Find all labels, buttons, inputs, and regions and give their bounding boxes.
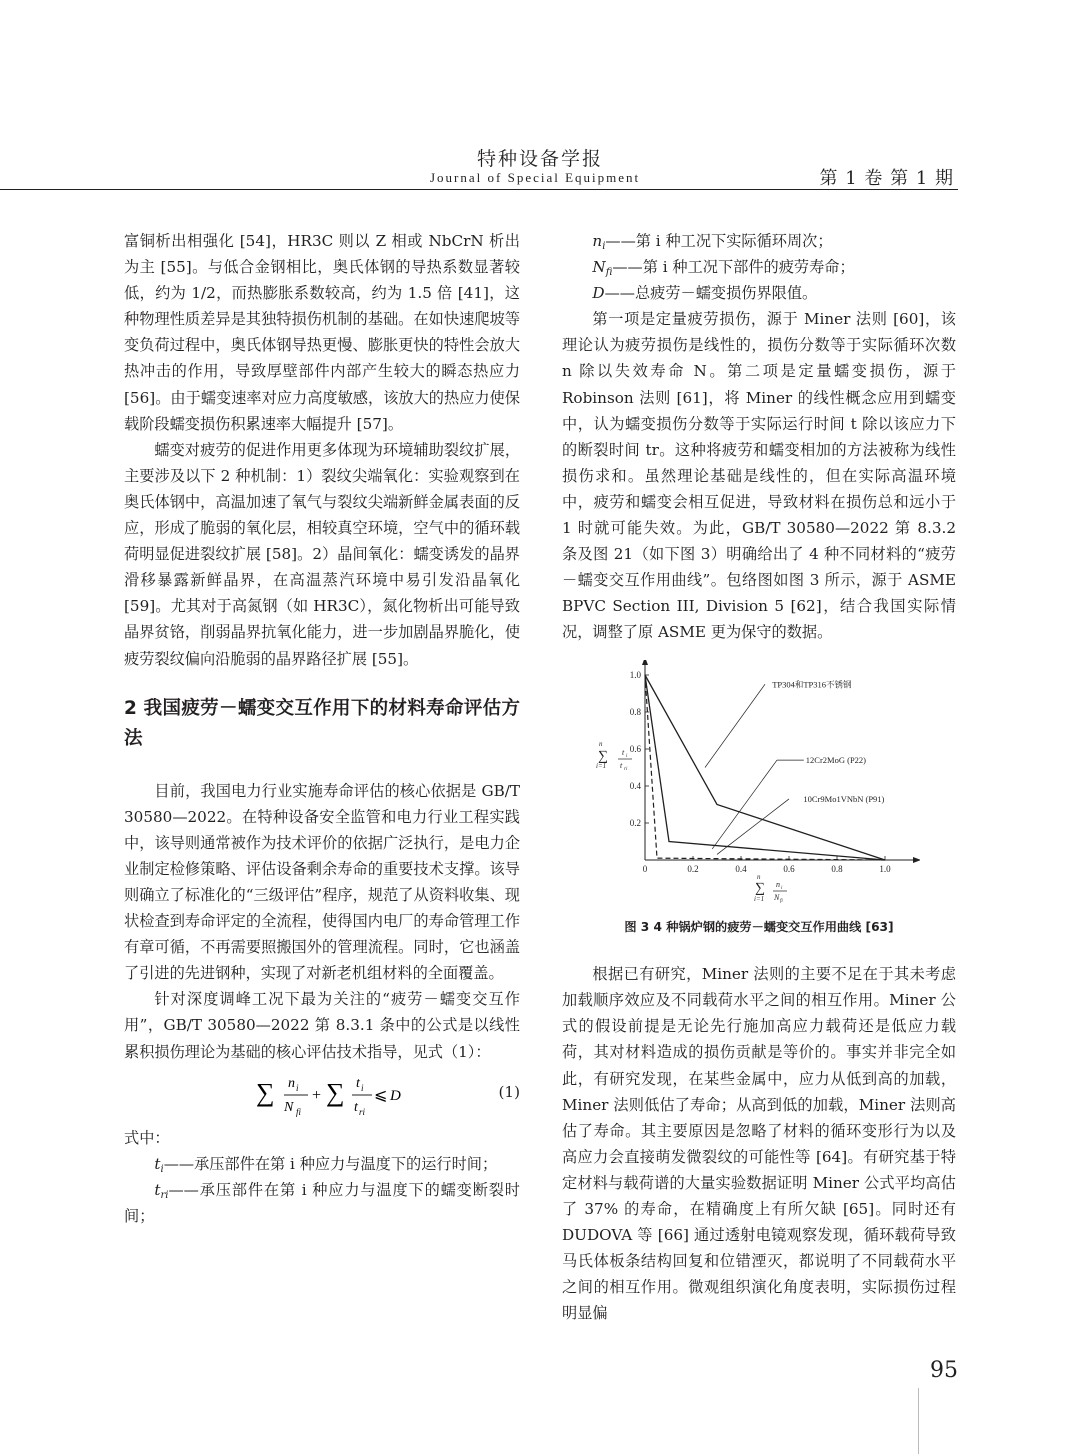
svg-text:i: i (296, 1082, 299, 1093)
paragraph: 根据已有研究，Miner 法则的主要不足在于其未考虑加载顺序效应及不同载荷水平之间的相互作用。Miner 公式的假设前提是无论先行施加高应力载荷还是低应力载荷，其对材料造成的损伤贡献是等价的。事实并非完全如此，有研究发现，在某些金属中，应力从低到高的加载，Miner 法则低估了寿命；从高到低的加载，Miner 法则高估了寿命。其主要原因是忽略了材料的循环变形行为以及高应力会直接萌发微裂纹的可能性等 [64]。有研究基于特定材料与载荷谱的大量实验数据证明 Miner 公式平均高估了 37% 的寿命，在精确度上有所欠缺 [65]。同时还有 DUDOVA 等 [66] 通过透射电镜观察发现，循环载荷导致马氏体板条结构回复和位错湮灭，都说明了不同载荷水平之间的相互作用。微观组织演化角度表明，实际损伤过程明显偏 (562, 965, 956, 1323)
y-axis-label-part: n (599, 740, 603, 748)
x-axis-label-part: ∑ (755, 881, 765, 896)
header-rule (0, 189, 958, 190)
fatigue-creep-chart (590, 660, 920, 920)
y-tick-label: 0.4 (629, 781, 641, 791)
y-axis-label-part: ri (624, 767, 628, 772)
x-tick-label: 1.0 (879, 864, 891, 874)
x-tick-label: 0.8 (831, 864, 843, 874)
left-column (124, 228, 520, 1229)
section-heading: 2 我国疲劳－蠕变交互作用下的材料寿命评估方法 (124, 697, 520, 749)
x-axis-label-part: i=1 (754, 895, 765, 903)
svg-text:fi: fi (296, 1106, 302, 1117)
symbol-definition: $N_{fi}——$第 i 种工况下部件的疲劳寿命； (592, 258, 855, 279)
equation-number: (1) (498, 1082, 520, 1101)
volume-issue: 第 1 卷 第 1 期 (819, 168, 954, 189)
symbol-definition: D——总疲劳－蠕变损伤界限值。 (592, 284, 818, 303)
x-axis-label-part: N (774, 893, 780, 902)
y-tick-label: 0.8 (629, 707, 641, 717)
page-number: 95 (930, 1358, 958, 1383)
series-leader-line (717, 799, 789, 855)
svg-text:⩽: ⩽ (374, 1086, 388, 1104)
x-axis-label-part: n (776, 880, 780, 889)
equation-expression (256, 1069, 416, 1121)
paragraph: 目前，我国电力行业实施寿命评估的核心依据是 GB/T 30580—2022。在特种设备安全监管和电力行业工程实践中，该导则通常被作为技术评价的依据广泛执行，是电力企业制定检修策略、评估设备剩余寿命的重要技术支撑。该导则确立了标准化的“三级评估”程序，规范了从资料收集、现状检查到寿命评定的全流程，使得国内电厂的寿命管理工作有章可循，不再需要照搬国外的管理流程。同时，它也涵盖了引进的先进钢种，实现了对新老机组材料的全面覆盖。 (124, 781, 520, 983)
symbol-definition: $n_i——$第 i 种工况下实际循环周次； (592, 232, 833, 252)
x-axis-label-part: fi (780, 899, 783, 904)
equation-1 (124, 1065, 520, 1125)
series-line (645, 675, 885, 860)
paragraph: 针对深度调峰工况下最为关注的“疲劳－蠕变交互作用”，GB/T 30580—2022 第 8.3.1 条中的公式是以线性累积损伤理论为基础的核心评估技术指导，见式（1）： (124, 990, 520, 1061)
journal-title-cn: 特种设备学报 (476, 148, 603, 170)
x-axis-label-part: n (757, 873, 761, 881)
x-tick-label: 0 (642, 864, 648, 874)
svg-text:N: N (284, 1099, 294, 1115)
y-tick-label: 0.2 (629, 818, 641, 828)
svg-text:∑: ∑ (256, 1077, 275, 1107)
y-axis-label-part: ∑ (598, 749, 608, 764)
svg-text:∑: ∑ (326, 1077, 345, 1107)
figure-caption: 图 3 4 种锅炉钢的疲劳－蠕变交互作用曲线 [63] (624, 920, 894, 934)
right-column-continued (562, 946, 956, 1342)
y-axis-label-part: t (620, 761, 623, 770)
svg-text:ri: ri (359, 1106, 366, 1117)
paragraph: 第一项是定量疲劳损伤，源于 Miner 法则 [60]，该理论认为疲劳损伤是线性的，损伤分数等于实际循环次数 n 除以失效寿命 N。第二项是定量蠕变损伤，源于 Robinson 法则 [61]，将 Miner 的线性概念应用到蠕变中，认为蠕变损伤分数等于实际运行时间 t 除以该应力下的断裂时间 tr。这种将疲劳和蠕变相加的方法被称为线性损伤求和。虽然理论基础是线性的，但在实际高温环境中，疲劳和蠕变会相互促进，导致材料在损伤总和远小于 1 时就可能失效。为此，GB/T 30580—2022 第 8.3.2 条及图 21（如下图 3）明确给出了 4 种不同材料的“疲劳－蠕变交互作用曲线”。包络图如图 3 所示，源于 ASME BPVC Section III, Division 5 [62]，结合我国实际情况，调整了原 ASME 更为保守的数据。 (562, 310, 956, 642)
x-tick-label: 0.2 (687, 864, 699, 874)
x-axis-arrow (913, 857, 920, 863)
where-label: 式中： (124, 1128, 170, 1147)
svg-text:t: t (356, 1075, 360, 1091)
x-tick-label: 0.6 (783, 864, 795, 874)
series-label: 12Cr2MoG (P22) (805, 755, 867, 766)
y-axis-label-part: t (622, 748, 625, 757)
x-tick-label: 0.4 (735, 864, 747, 874)
y-axis-label-part: i=1 (596, 762, 607, 770)
series-label: TP304和TP316不锈钢 (772, 679, 852, 690)
series-leader-line (705, 684, 765, 767)
y-tick-label: 0.6 (629, 744, 641, 754)
right-column (562, 228, 956, 646)
journal-title-en: Journal of Special Equipment (430, 170, 641, 185)
series-line (645, 675, 885, 860)
series-line (645, 675, 885, 860)
paragraph: 蠕变对疲劳的促进作用更多体现为环境辅助裂纹扩展，主要涉及以下 2 种机制：1）裂纹尖端氧化：实验观察到在奥氏体钢中，高温加速了氧气与裂纹尖端新鲜金属表面的反应，形成了脆弱的氧化层，相较真空环境，空气中的循环载荷明显促进裂纹扩展 [58]。2）晶间氧化：蠕变诱发的晶界滑移暴露新鲜晶界，在高温蒸汽环境中易引发沿晶氧化 [59]。尤其对于高氮钢（如 HR3C），氮化物析出可能导致晶界贫铬，削弱晶界抗氧化能力，进一步加剧晶界脆化，使疲劳裂纹偏向沿脆弱的晶界路径扩展 [55]。 (124, 440, 520, 668)
series-label: 10Cr9Mo1VNbN (P91) (803, 793, 885, 804)
svg-text:n: n (288, 1075, 295, 1091)
svg-text:i: i (361, 1082, 364, 1093)
footer-rule (918, 1388, 919, 1454)
y-axis-arrow (642, 660, 648, 665)
series-leader-line (712, 760, 777, 849)
svg-text:t: t (354, 1099, 358, 1115)
symbol-definition: $t_{ri}——$承压部件在第 i 种应力与温度下的蠕变断裂时间； (124, 1180, 520, 1225)
y-axis-label-part: i (626, 754, 628, 759)
paragraph: 富铜析出相强化 [54]，HR3C 则以 Z 相或 NbCrN 析出为主 [55]。与低合金钢相比，奥氏体钢的导热系数显著较低，约为 1/2，而热膨胀系数较高，约为 1.5 倍 [41]，这种物理性质差异是其独特损伤机制的基础。在如快速爬坡等变负荷过程中，奥氏体钢导热更慢、膨胀更快的特性会放大热冲击的作用，导致厚壁部件内部产生较大的瞬态热应力 [56]。由于蠕变速率对应力高度敏感，该放大的热应力使保载阶段蠕变损伤积累速率大幅提升 [57]。 (124, 232, 520, 433)
x-axis-label-part: i (781, 886, 783, 891)
svg-text:+: + (312, 1086, 322, 1104)
y-tick-label: 1.0 (629, 670, 641, 680)
symbol-definition: $t_i——$承压部件在第 i 种应力与温度下的运行时间； (154, 1154, 498, 1175)
svg-text:D: D (390, 1087, 401, 1104)
